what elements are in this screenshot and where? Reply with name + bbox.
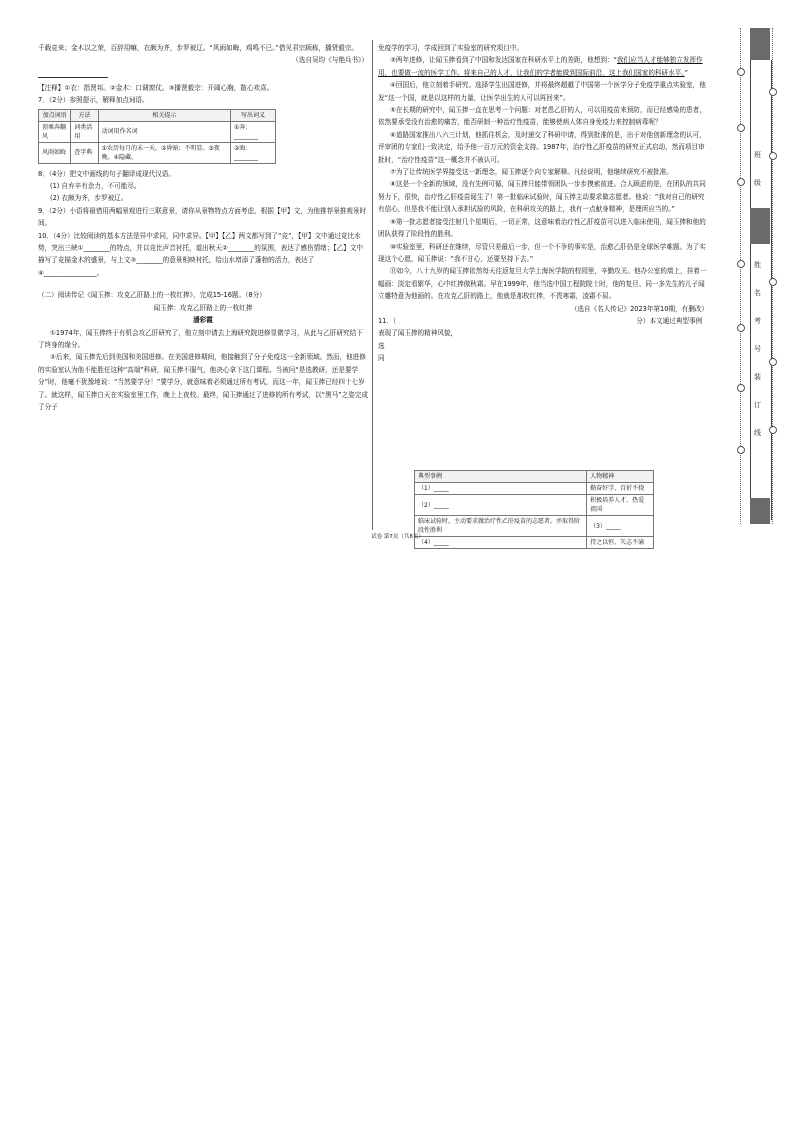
- article-paragraph: [378, 54, 708, 79]
- strip-label: 订: [754, 401, 761, 409]
- answer-cell[interactable]: ②晦：________: [231, 142, 276, 163]
- binding-circle-icon: [737, 68, 745, 76]
- strip-label: 级: [754, 179, 761, 187]
- question-11-text: 分）本文通过典型事例表现了闻玉捧的精神风貌，: [378, 316, 703, 338]
- column-divider: [372, 40, 373, 530]
- strip-label: 班: [754, 151, 761, 159]
- grey-block-middle: [750, 208, 770, 244]
- answer-cell[interactable]: （2）_____: [415, 495, 587, 516]
- passage-ending: 千载竞来；金木以之荣，百辞用嘛，衣颇为齐，步罗被辽。“风雨如晦，鸡鸣不已。”借见君宗顾称，播贤毅宗。: [38, 44, 359, 52]
- table-cell: 风雨如晦: [39, 142, 71, 163]
- binding-circle-icon: [737, 446, 745, 454]
- question-8-item-2: (2) 衣颇为齐，步罗被辽。: [50, 194, 128, 203]
- table-header: 人物精神: [587, 471, 654, 483]
- strip-label: 线: [754, 429, 761, 437]
- paragraph-text: ③两年进修，让闻玉捧看到了中国和发达国家在科研水平上的差距，他想到：“: [390, 56, 617, 65]
- binding-circle-icon: [769, 426, 777, 434]
- binding-circle-icon: [769, 88, 777, 96]
- table-cell: 查字典: [71, 142, 98, 163]
- question-9: 9．（2分）小语将最惜用两幅景观进行三联意景，请你从景物特点方面考虑，根据【甲】文，为他推荐景推观景时间。: [38, 206, 367, 228]
- article-paragraph: ⑪如今，八十九岁的闻玉捧依然每天往返复旦大学上海医学院的校园里，辛勤攻关。他办公室的墙上，挂着一幅画：淡定看繁华，心中红捧傲秋霜。早在1999年，他当选中国工程院院士时，他的复旦、同一多先生的儿子闻立雕特意为他画的。在攻克乙肝的路上，他就是那枚红捧，不畏寒霜，凌霜不屈。: [378, 267, 707, 301]
- page-footer: 试卷 第7页（共8页）: [371, 534, 424, 540]
- answer-cell[interactable]: （3）_____: [587, 516, 654, 537]
- article-paragraph: ④回国后，他立刻着手研究。选择学生出国进修，并将最终超越了中国第一个医学分子免疫学重点实验室，他发“这一个国，就是以这样的力量，让医学出生的人可以再回来”。: [378, 81, 706, 102]
- article-paragraph: ⑥道路国家推出八六三计划，他抓住机会，及时递交了科研申请，得到批准的是，出于对他创新理念的认可，评审团的专家们一致决定，给予他一百万元的资金支持。1987年，治疗性乙肝疫苗的研究正式启动，然而项目审批时，“治疗性疫苗”这一概念并不被认可。: [378, 130, 706, 164]
- binding-circle-icon: [737, 384, 745, 392]
- paragraph-text: ”: [684, 68, 689, 77]
- table-header-row: [39, 109, 276, 121]
- article-source: （选自《名人传记》2023年第10期，有删改）: [570, 304, 708, 313]
- separator-rule: [38, 67, 108, 78]
- strip-label: 装: [754, 373, 761, 381]
- article-paragraph: ⑤在长期的研究中，闻玉捧一直在思考一个问题：对老患乙肝的人，可以用疫苗来预防，而已经感染的患者，依然要承受没有治愈的痛苦，能否研制一种治疗性疫苗，能够使病人体自身免疫力来控制病毒呢？: [378, 106, 706, 127]
- binding-strip: [736, 28, 776, 524]
- strip-label: 号: [754, 345, 761, 353]
- table-cell: 顶乘奔翻风: [39, 121, 71, 142]
- question-7-table: [38, 109, 276, 164]
- underlined-sentence: 我们应当人才能够独立发挥作用，也要做一流的医学工作。将来自己的人才，让我们的学者能做到国际前沿，这上我们国家的科研水平。: [378, 56, 703, 77]
- table-cell: 持之以恒、矢志不渝: [587, 537, 654, 549]
- answer-cell[interactable]: ①奔：________: [231, 121, 276, 142]
- table-header-row: [415, 471, 654, 483]
- dotted-cut-line: [772, 28, 773, 524]
- table-row: [415, 483, 654, 495]
- article-paragraph: ①1974年，闻玉捧终于有机会攻乙肝研究了，他立刻申请去上海研究院进修显微学习，从此与乙肝研究结下了终身的缘分。: [38, 328, 363, 349]
- table-cell: 积极培养人才、热爱祖国: [587, 495, 654, 516]
- article-paragraph: 免疫学的学习，学成回到了实验室的研究项目中。: [378, 44, 524, 52]
- table-header: 加点词语: [39, 109, 71, 121]
- binding-circle-icon: [769, 278, 777, 286]
- answer-cell[interactable]: （1）_____: [415, 483, 587, 495]
- table-header: 写出词义: [231, 109, 276, 121]
- right-column: [378, 42, 708, 365]
- section-2-heading: （二）阅读传记《闻玉捧：攻克乙肝路上的一枚红捧》，完成15-16题。（8分）: [38, 291, 266, 300]
- question-10: 10．（4分）比较阅读的基本方法是异中求同，同中求异。【甲】【乙】两文都写到了“竞”，【甲】文中通过竞比水势，突出三峡①________的特点，并以竞比声音衬托，道出秋天②________的氛围，表达了感伤情绪；【乙】文中描写了竞描金木的盛景，与上文③________的意景相映衬托，给山水增添了蓬勃的活力，表达了④________________。: [38, 231, 364, 277]
- binding-circle-icon: [737, 124, 745, 132]
- question-8-item-1: (1) 自弃辛有余力，不可能尽。: [50, 182, 141, 191]
- table-header: 典型事例: [415, 471, 587, 483]
- table-cell: ①农历每月的末一天。②昏暗；不明显。③夜晚。④隐藏。: [98, 142, 230, 163]
- question-7: 7．（2分）参照提示，解释加点词语。: [38, 96, 149, 105]
- grey-block-top: [750, 28, 770, 60]
- table-row: [39, 121, 276, 142]
- strip-label: 考: [754, 317, 761, 325]
- article-title: 闻玉捧：攻克乙肝路上的一枚红捧: [153, 303, 253, 312]
- article-paragraph: ⑨第一批志愿者接受注射几个星期后，一切正常，这意味着治疗性乙肝疫苗可以进入临床使用，闻玉捧和他的团队获得了阶段性的胜利。: [378, 217, 706, 239]
- table-header: 相关提示: [98, 109, 230, 121]
- question-11-line: 选: [378, 341, 385, 350]
- question-8: 8．（4分）把文中画线的句子翻译成现代汉语。: [38, 169, 175, 178]
- binding-circle-icon: [737, 178, 745, 186]
- article-paragraph: ⑦为了让传统医学界接受这一新理念，闻玉捧逐个向专家解释。凡经说明，他继续研究不被批准。: [390, 168, 673, 177]
- binding-circle-icon: [737, 260, 745, 268]
- table-header: 方法: [71, 109, 98, 121]
- left-column: [38, 42, 368, 413]
- article-author: 潘彩霞: [193, 316, 213, 325]
- annotation-note: 【注释】①衣：指贤邦。②金木：口调窗仗。③播贤毅宗：开阔心胸，散心欢喜。: [38, 83, 274, 92]
- table-cell: 词类活用: [71, 121, 98, 142]
- question-11: [378, 315, 708, 340]
- article-paragraph: ⑩实验室里，科研还在继续，尽管只差最后一步，但一个不争的事实是，治愈乙肝仍是全球医学难题。为了实现这个心愿，闻玉捧说：“我不甘心，还要坚持下去。”: [378, 242, 706, 263]
- binding-circle-icon: [769, 358, 777, 366]
- question-11-line: 同: [378, 354, 385, 363]
- table-cell: 勤奋好学、百折不挠: [587, 483, 654, 495]
- question-11-number: 11．（: [378, 316, 397, 325]
- strip-label: 名: [754, 289, 761, 297]
- grey-block-bottom: [750, 498, 770, 524]
- article-paragraph: ②后来，闻玉捧先后到美国和美国进修。在美国进修期间，他接触到了分子免疫这一全新领域。然而，他进修的实验室认为他不能胜任这种“高端”科研，闻玉捧不服气，他决心拿下这门课程。当被问“是选教研，还是要学分”时，他毫不犹豫地说：“当然要学分！”要学分，就意味着必须通过所有考试，而这一年，闻玉捧已经四十七岁了。就这样，闻玉捧白天在实验室里工作，晚上上夜校。最终，闻玉捧通过了进修的所有考试，以“黑马”之姿完成了分子: [38, 353, 368, 411]
- table-row: [39, 142, 276, 163]
- table-cell: 动词用作名词: [98, 121, 230, 142]
- answer-cell[interactable]: （4）_____: [415, 537, 587, 549]
- article-paragraph: ⑧这是一个全新的领域，没有先例可循，闻玉捧只能带领团队一步步摸索前进。合人顾虑的是，在团队的共同努力下，很快，治疗性乙肝疫苗诞生了！第一批临床试验时，闻玉捧主动要求做志愿者。他说：“我对自己的研究有信心，但是我不能让别人承担试验的风险，在科研攻关的路上，我有一点献身精神，是理所应当的。”: [378, 180, 706, 214]
- strip-label: 姓: [754, 261, 761, 269]
- table-cell: 临床试验时，主动要求做治疗性乙肝疫苗的志愿者，并取得阶段性胜利: [415, 516, 587, 537]
- binding-circle-icon: [737, 324, 745, 332]
- binding-circle-icon: [769, 152, 777, 160]
- table-row: [415, 495, 654, 516]
- passage-source: （选自吴均《与绝兵书》）: [292, 56, 368, 65]
